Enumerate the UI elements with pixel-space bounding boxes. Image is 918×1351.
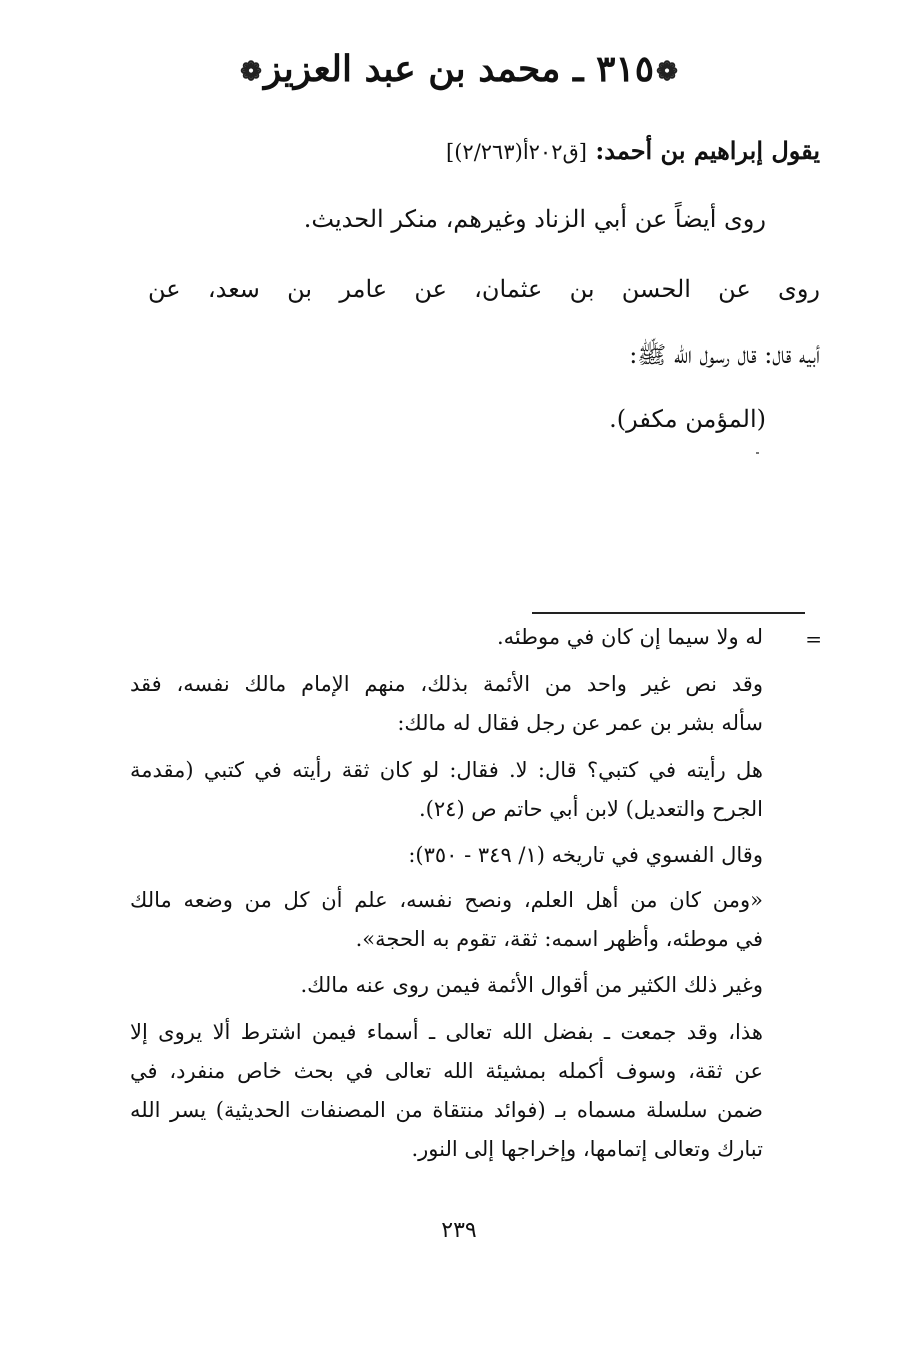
footnote-line: هل رأيته في كتبي؟ قال: لا. فقال: لو كان ثقة رأيته في كتبي (مقدمة [130,758,763,782]
ink-speck [756,452,759,454]
footnote-line: تبارك وتعالى إتمامها، وإخراجها إلى النور. [411,1137,763,1161]
narrator-heading-text: يقول إبراهيم بن أحمد: [595,136,820,165]
footnote-line: الجرح والتعديل) لابن أبي حاتم ص (٢٤). [419,797,763,821]
body-paragraph: روى عن الحسن بن عثمان، عن عامر بن سعد، عن [148,275,820,303]
narrator-heading [446,136,820,165]
footnote-line: وقد نص غير واحد من الأئمة بذلك، منهم الإمام مالك نفسه، فقد [130,672,763,696]
title-ornament-right-icon: ❁ [656,57,678,87]
footnote-continuation-marker: = [805,627,822,651]
footnote-line: وغير ذلك الكثير من أقوال الأئمة فيمن روى عنه مالك. [300,973,763,997]
footnote-line: في موطئه، وأظهر اسمه: ثقة، تقوم به الحجة». [355,927,763,951]
footnote-line: سأله بشر بن عمر عن رجل فقال له مالك: [397,711,763,735]
entry-title [0,48,918,90]
footnote-line: عن ثقة، وسوف أكمله بمشيئة الله تعالى في بحث خاص منفرد، في [130,1059,763,1083]
manuscript-reference: [ق٢٠٢أ(٢/٢٦٣)] [446,140,587,164]
entry-title-text: ٣١٥ ـ محمد بن عبد العزيز [263,48,655,90]
footnote-line: ضمن سلسلة مسماه بـ (فوائد منتقاة من المصنفات الحديثية) يسر الله [130,1098,763,1122]
footnote-line: وقال الفسوي في تاريخه (١/ ٣٤٩ - ٣٥٠): [408,843,763,867]
footnote-separator [532,612,805,614]
footnote-line: له ولا سيما إن كان في موطئه. [497,625,763,649]
title-ornament-left-icon: ❁ [240,57,262,87]
page-number: ٢٣٩ [441,1218,477,1243]
hadith-text: (المؤمن مكفر). [609,405,766,433]
footnote-line: هذا، وقد جمعت ـ بفضل الله تعالى ـ أسماء فيمن اشترط ألا يروى إلا [130,1020,763,1044]
footnote-line: «ومن كان من أهل العلم، ونصح نفسه، علم أن كل من وضعه مالك [130,888,763,912]
body-paragraph: روى أيضاً عن أبي الزناد وغيرهم، منكر الحديث. [303,205,766,233]
body-paragraph: أبيه قال: قال رسول الله ﷺ: [629,341,820,369]
